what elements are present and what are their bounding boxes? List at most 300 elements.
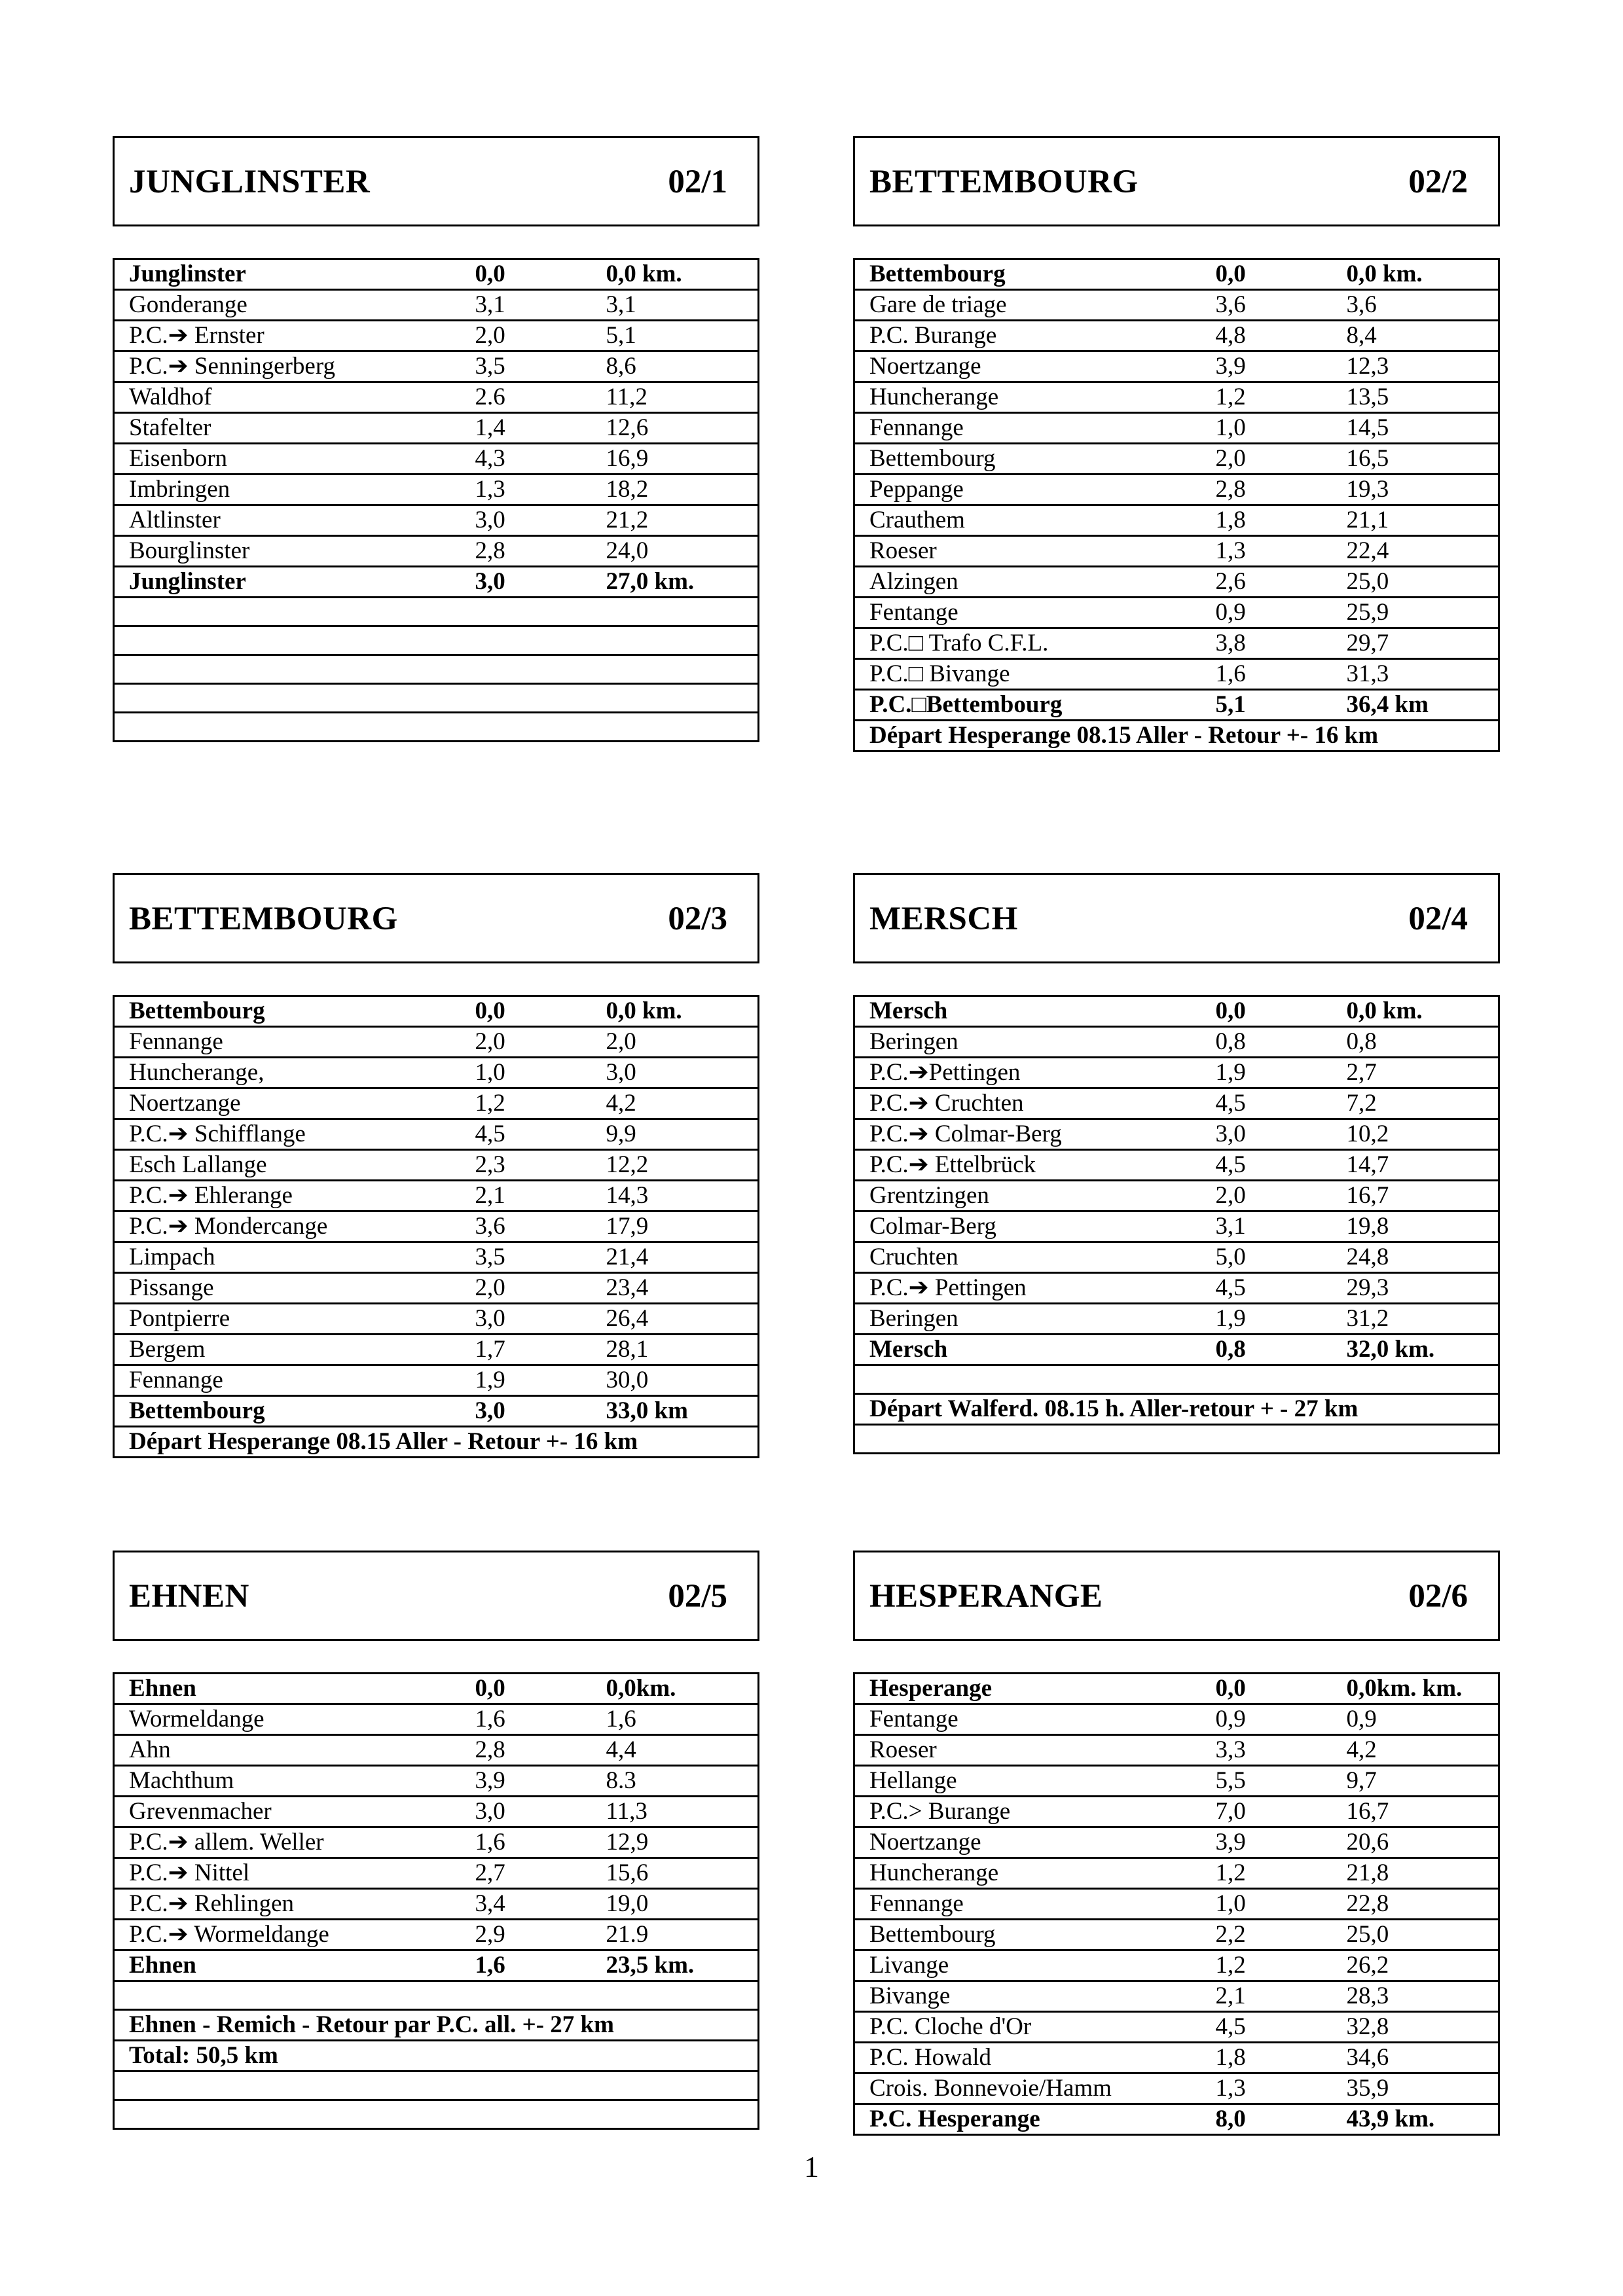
total-distance-cell: 25,0: [1332, 1920, 1499, 1950]
table-row: [114, 1088, 759, 1119]
route-table: [113, 258, 759, 742]
total-distance-cell: 8,4: [1332, 321, 1499, 351]
total-distance-cell: 4,2: [1332, 1735, 1499, 1766]
partial-distance-cell: 0,8: [1201, 1335, 1332, 1365]
place-cell: [114, 598, 461, 626]
partial-distance-cell: 1,2: [1201, 1950, 1332, 1981]
table-row: [114, 713, 759, 742]
place-cell: Ehnen: [114, 1950, 461, 1981]
total-distance-cell: 19,3: [1332, 475, 1499, 505]
table-row: [114, 1797, 759, 1827]
total-distance-cell: 16,7: [1332, 1181, 1499, 1211]
table-row: [114, 1273, 759, 1304]
place-cell: Grevenmacher: [114, 1797, 461, 1827]
table-row: [854, 536, 1499, 567]
table-row: [854, 1981, 1499, 2012]
place-cell: Altlinster: [114, 505, 461, 536]
place-cell: Huncherange: [854, 1858, 1201, 1889]
place-cell: Hellange: [854, 1766, 1201, 1797]
total-distance-cell: 9,9: [592, 1119, 759, 1150]
total-distance-cell: 12,6: [592, 413, 759, 444]
partial-distance-cell: 0,0: [1201, 259, 1332, 290]
total-distance-cell: [592, 684, 759, 713]
route-title-box: [113, 136, 759, 226]
partial-distance-cell: 2,0: [461, 1027, 592, 1058]
table-row: [114, 2041, 759, 2072]
table-row: [854, 1950, 1499, 1981]
total-distance-cell: 24,0: [592, 536, 759, 567]
partial-distance-cell: 3,3: [1201, 1735, 1332, 1766]
table-row: [854, 475, 1499, 505]
partial-distance-cell: 3,0: [461, 505, 592, 536]
route-table: [113, 1672, 759, 2130]
route-code: 02/3: [668, 901, 727, 937]
place-cell: P.C.➔ allem. Weller: [114, 1827, 461, 1858]
total-distance-cell: 21,1: [1332, 505, 1499, 536]
place-cell: P.C. Cloche d'Or: [854, 2012, 1201, 2043]
partial-distance-cell: 1,0: [1201, 413, 1332, 444]
table-row: [114, 1766, 759, 1797]
total-distance-cell: 31,2: [1332, 1304, 1499, 1335]
place-cell: [114, 684, 461, 713]
table-row: [114, 1365, 759, 1396]
partial-distance-cell: 2,0: [1201, 1181, 1332, 1211]
total-distance-cell: 12,2: [592, 1150, 759, 1181]
partial-distance-cell: [461, 2100, 592, 2129]
total-distance-cell: 7,2: [1332, 1088, 1499, 1119]
table-row: [114, 1396, 759, 1427]
partial-distance-cell: 1,6: [461, 1704, 592, 1735]
total-distance-cell: 27,0 km.: [592, 567, 759, 598]
total-distance-cell: 11,2: [592, 382, 759, 413]
total-distance-cell: 16,7: [1332, 1797, 1499, 1827]
partial-distance-cell: 2,9: [461, 1920, 592, 1950]
place-cell: P.C.➔ Ernster: [114, 321, 461, 351]
route-name: BETTEMBOURG: [869, 164, 1139, 200]
partial-distance-cell: 3,5: [461, 351, 592, 382]
place-cell: Pissange: [114, 1273, 461, 1304]
table-row: [854, 1211, 1499, 1242]
route-note: Départ Hesperange 08.15 Aller - Retour +- 16 km: [114, 1427, 759, 1458]
route-code: 02/4: [1408, 901, 1468, 937]
partial-distance-cell: 2.6: [461, 382, 592, 413]
route-table: [853, 995, 1500, 1454]
table-row: [114, 1304, 759, 1335]
total-distance-cell: 21,8: [1332, 1858, 1499, 1889]
place-cell: Roeser: [854, 536, 1201, 567]
table-row: [114, 2072, 759, 2100]
table-row: [854, 1735, 1499, 1766]
table-row: [854, 1273, 1499, 1304]
partial-distance-cell: 5,1: [1201, 690, 1332, 721]
total-distance-cell: 36,4 km: [1332, 690, 1499, 721]
route-table: [853, 1672, 1500, 2136]
partial-distance-cell: 2,8: [461, 536, 592, 567]
place-cell: Bourglinster: [114, 536, 461, 567]
place-cell: Fentange: [854, 598, 1201, 628]
table-row: [854, 659, 1499, 690]
place-cell: Bettembourg: [854, 444, 1201, 475]
table-row: [114, 505, 759, 536]
table-row: [114, 259, 759, 290]
partial-distance-cell: 4,8: [1201, 321, 1332, 351]
total-distance-cell: 22,4: [1332, 536, 1499, 567]
total-distance-cell: 8.3: [592, 1766, 759, 1797]
total-distance-cell: 15,6: [592, 1858, 759, 1889]
place-cell: Bettembourg: [854, 1920, 1201, 1950]
table-row: [854, 505, 1499, 536]
table-row: [854, 1920, 1499, 1950]
partial-distance-cell: [461, 1981, 592, 2010]
total-distance-cell: 31,3: [1332, 659, 1499, 690]
place-cell: Peppange: [854, 475, 1201, 505]
table-row: [854, 1058, 1499, 1088]
route-card-mersch: [853, 873, 1500, 1454]
table-row: [114, 598, 759, 626]
place-cell: [114, 1981, 461, 2010]
route-title-box: [853, 136, 1500, 226]
table-row: [114, 1027, 759, 1058]
table-row: [854, 351, 1499, 382]
total-distance-cell: 1,6: [592, 1704, 759, 1735]
total-distance-cell: 4,2: [592, 1088, 759, 1119]
place-cell: P.C.➔ Schifflange: [114, 1119, 461, 1150]
table-row: [854, 259, 1499, 290]
place-cell: Stafelter: [114, 413, 461, 444]
table-row: [114, 1058, 759, 1088]
partial-distance-cell: 3,6: [1201, 290, 1332, 321]
partial-distance-cell: 2,0: [461, 1273, 592, 1304]
place-cell: P.C.> Burange: [854, 1797, 1201, 1827]
place-cell: Huncherange,: [114, 1058, 461, 1088]
route-code: 02/5: [668, 1578, 727, 1615]
total-distance-cell: 29,3: [1332, 1273, 1499, 1304]
place-cell: Fentange: [854, 1704, 1201, 1735]
table-row: [854, 690, 1499, 721]
table-row: [114, 1981, 759, 2010]
partial-distance-cell: 2,3: [461, 1150, 592, 1181]
table-row: [854, 290, 1499, 321]
place-cell: Waldhof: [114, 382, 461, 413]
table-row: [114, 1704, 759, 1735]
place-cell: Ahn: [114, 1735, 461, 1766]
place-cell: [114, 2072, 461, 2100]
partial-distance-cell: [461, 598, 592, 626]
place-cell: Noertzange: [114, 1088, 461, 1119]
route-note: Total: 50,5 km: [114, 2041, 759, 2072]
place-cell: Machthum: [114, 1766, 461, 1797]
table-row: [114, 1427, 759, 1458]
table-row: [114, 2010, 759, 2041]
partial-distance-cell: 1,6: [461, 1950, 592, 1981]
place-cell: [114, 655, 461, 684]
table-row: [114, 351, 759, 382]
table-row: [114, 655, 759, 684]
route-title-box: [113, 873, 759, 963]
partial-distance-cell: 4,3: [461, 444, 592, 475]
place-cell: Eisenborn: [114, 444, 461, 475]
route-note: Départ Hesperange 08.15 Aller - Retour +- 16 km: [854, 721, 1499, 751]
route-card-bettembourg-3: [113, 873, 759, 1458]
place-cell: Beringen: [854, 1304, 1201, 1335]
table-row: [854, 1674, 1499, 1704]
place-cell: P.C.➔ Colmar-Berg: [854, 1119, 1201, 1150]
route-name: MERSCH: [869, 901, 1018, 937]
table-row: [114, 1950, 759, 1981]
table-row: [114, 2100, 759, 2129]
partial-distance-cell: [461, 713, 592, 742]
table-row: [114, 382, 759, 413]
total-distance-cell: 8,6: [592, 351, 759, 382]
table-row: [854, 1365, 1499, 1394]
route-name: JUNGLINSTER: [129, 164, 371, 200]
table-row: [114, 1858, 759, 1889]
partial-distance-cell: 5,0: [1201, 1242, 1332, 1273]
total-distance-cell: 18,2: [592, 475, 759, 505]
partial-distance-cell: 0,0: [1201, 996, 1332, 1027]
partial-distance-cell: 3,0: [461, 1797, 592, 1827]
total-distance-cell: 5,1: [592, 321, 759, 351]
table-row: [854, 1889, 1499, 1920]
table-row: [854, 1425, 1499, 1454]
total-distance-cell: 23,5 km.: [592, 1950, 759, 1981]
route-title-box: [853, 873, 1500, 963]
place-cell: P.C. Burange: [854, 321, 1201, 351]
place-cell: P.C.➔ Ehlerange: [114, 1181, 461, 1211]
route-name: EHNEN: [129, 1578, 249, 1615]
total-distance-cell: 14,5: [1332, 413, 1499, 444]
route-name: BETTEMBOURG: [129, 901, 398, 937]
partial-distance-cell: 1,9: [461, 1365, 592, 1396]
partial-distance-cell: 2,2: [1201, 1920, 1332, 1950]
place-cell: [114, 713, 461, 742]
partial-distance-cell: 3,1: [1201, 1211, 1332, 1242]
table-row: [114, 1674, 759, 1704]
table-row: [854, 1335, 1499, 1365]
place-cell: Grentzingen: [854, 1181, 1201, 1211]
total-distance-cell: 11,3: [592, 1797, 759, 1827]
partial-distance-cell: 3,4: [461, 1889, 592, 1920]
place-cell: [854, 1425, 1201, 1454]
total-distance-cell: 4,4: [592, 1735, 759, 1766]
total-distance-cell: 0,0 km.: [592, 996, 759, 1027]
partial-distance-cell: 2,7: [461, 1858, 592, 1889]
total-distance-cell: 9,7: [1332, 1766, 1499, 1797]
partial-distance-cell: [461, 655, 592, 684]
table-row: [854, 2012, 1499, 2043]
partial-distance-cell: 4,5: [1201, 2012, 1332, 2043]
total-distance-cell: 0,0 km.: [1332, 259, 1499, 290]
place-cell: P.C.➔Pettingen: [854, 1058, 1201, 1088]
route-card-bettembourg-2: [853, 136, 1500, 752]
place-cell: Alzingen: [854, 567, 1201, 598]
partial-distance-cell: 1,3: [461, 475, 592, 505]
total-distance-cell: 10,2: [1332, 1119, 1499, 1150]
route-note: Départ Walferd. 08.15 h. Aller-retour + - 27 km: [854, 1394, 1499, 1425]
partial-distance-cell: 1,4: [461, 413, 592, 444]
total-distance-cell: 2,7: [1332, 1058, 1499, 1088]
partial-distance-cell: 1,0: [1201, 1889, 1332, 1920]
table-row: [854, 1150, 1499, 1181]
total-distance-cell: 0,0 km.: [1332, 996, 1499, 1027]
route-title-box: [853, 1551, 1500, 1641]
partial-distance-cell: 2,8: [461, 1735, 592, 1766]
total-distance-cell: 13,5: [1332, 382, 1499, 413]
place-cell: P.C.➔ Senningerberg: [114, 351, 461, 382]
total-distance-cell: 34,6: [1332, 2043, 1499, 2073]
table-row: [114, 1150, 759, 1181]
place-cell: Bettembourg: [114, 996, 461, 1027]
table-row: [854, 1394, 1499, 1425]
table-row: [854, 1704, 1499, 1735]
table-row: [114, 536, 759, 567]
place-cell: P.C.➔ Mondercange: [114, 1211, 461, 1242]
place-cell: P.C.□ Trafo C.F.L.: [854, 628, 1201, 659]
place-cell: Noertzange: [854, 1827, 1201, 1858]
table-row: [854, 721, 1499, 751]
place-cell: P.C.➔ Pettingen: [854, 1273, 1201, 1304]
place-cell: Roeser: [854, 1735, 1201, 1766]
total-distance-cell: 26,2: [1332, 1950, 1499, 1981]
partial-distance-cell: 3,0: [461, 567, 592, 598]
partial-distance-cell: 3,9: [461, 1766, 592, 1797]
total-distance-cell: 3,1: [592, 290, 759, 321]
place-cell: Esch Lallange: [114, 1150, 461, 1181]
total-distance-cell: 29,7: [1332, 628, 1499, 659]
total-distance-cell: 30,0: [592, 1365, 759, 1396]
total-distance-cell: 21.9: [592, 1920, 759, 1950]
route-card-hesperange: [853, 1551, 1500, 2136]
route-code: 02/2: [1408, 164, 1468, 200]
partial-distance-cell: 1,8: [1201, 505, 1332, 536]
table-row: [114, 996, 759, 1027]
partial-distance-cell: 0,9: [1201, 598, 1332, 628]
total-distance-cell: [592, 2072, 759, 2100]
place-cell: Fennange: [114, 1027, 461, 1058]
partial-distance-cell: 0,0: [461, 996, 592, 1027]
table-row: [114, 1920, 759, 1950]
partial-distance-cell: 1,9: [1201, 1058, 1332, 1088]
place-cell: Bivange: [854, 1981, 1201, 2012]
partial-distance-cell: 2,8: [1201, 475, 1332, 505]
total-distance-cell: 2,0: [592, 1027, 759, 1058]
partial-distance-cell: [461, 2072, 592, 2100]
total-distance-cell: 14,3: [592, 1181, 759, 1211]
partial-distance-cell: 3,9: [1201, 351, 1332, 382]
total-distance-cell: 0,8: [1332, 1027, 1499, 1058]
partial-distance-cell: 3,6: [461, 1211, 592, 1242]
place-cell: P.C.➔ Rehlingen: [114, 1889, 461, 1920]
total-distance-cell: 33,0 km: [592, 1396, 759, 1427]
table-row: [854, 413, 1499, 444]
partial-distance-cell: 1,3: [1201, 536, 1332, 567]
partial-distance-cell: 0,0: [1201, 1674, 1332, 1704]
place-cell: [114, 626, 461, 655]
total-distance-cell: 12,9: [592, 1827, 759, 1858]
table-row: [114, 1889, 759, 1920]
place-cell: Limpach: [114, 1242, 461, 1273]
place-cell: Bettembourg: [854, 259, 1201, 290]
total-distance-cell: [592, 598, 759, 626]
route-name: HESPERANGE: [869, 1578, 1103, 1615]
table-row: [854, 1797, 1499, 1827]
place-cell: Crauthem: [854, 505, 1201, 536]
partial-distance-cell: 3,8: [1201, 628, 1332, 659]
place-cell: Junglinster: [114, 567, 461, 598]
partial-distance-cell: 3,1: [461, 290, 592, 321]
table-row: [114, 1242, 759, 1273]
total-distance-cell: [592, 626, 759, 655]
place-cell: Bergem: [114, 1335, 461, 1365]
place-cell: P.C.➔ Cruchten: [854, 1088, 1201, 1119]
partial-distance-cell: 1,6: [1201, 659, 1332, 690]
total-distance-cell: [592, 1981, 759, 2010]
table-row: [854, 1242, 1499, 1273]
route-table: [853, 258, 1500, 752]
place-cell: Crois. Bonnevoie/Hamm: [854, 2073, 1201, 2104]
place-cell: Wormeldange: [114, 1704, 461, 1735]
place-cell: P.C. Hesperange: [854, 2104, 1201, 2135]
place-cell: Fennange: [114, 1365, 461, 1396]
partial-distance-cell: 4,5: [1201, 1273, 1332, 1304]
table-row: [114, 1119, 759, 1150]
partial-distance-cell: 3,5: [461, 1242, 592, 1273]
table-row: [854, 1304, 1499, 1335]
total-distance-cell: 12,3: [1332, 351, 1499, 382]
partial-distance-cell: 7,0: [1201, 1797, 1332, 1827]
route-code: 02/1: [668, 164, 727, 200]
route-card-junglinster: [113, 136, 759, 742]
place-cell: P.C. Howald: [854, 2043, 1201, 2073]
partial-distance-cell: 1,0: [461, 1058, 592, 1088]
table-row: [854, 567, 1499, 598]
route-code: 02/6: [1408, 1578, 1468, 1615]
partial-distance-cell: 2,0: [461, 321, 592, 351]
partial-distance-cell: 1,6: [461, 1827, 592, 1858]
total-distance-cell: 32,0 km.: [1332, 1335, 1499, 1365]
place-cell: P.C.□Bettembourg: [854, 690, 1201, 721]
place-cell: [114, 2100, 461, 2129]
table-row: [854, 2073, 1499, 2104]
page-number: 1: [804, 2150, 819, 2183]
place-cell: Beringen: [854, 1027, 1201, 1058]
total-distance-cell: 0,0km.: [592, 1674, 759, 1704]
partial-distance-cell: 3,0: [1201, 1119, 1332, 1150]
total-distance-cell: 22,8: [1332, 1889, 1499, 1920]
place-cell: Mersch: [854, 996, 1201, 1027]
partial-distance-cell: 3,9: [1201, 1827, 1332, 1858]
table-row: [854, 598, 1499, 628]
total-distance-cell: 25,9: [1332, 598, 1499, 628]
place-cell: Colmar-Berg: [854, 1211, 1201, 1242]
partial-distance-cell: 3,0: [461, 1396, 592, 1427]
table-row: [854, 1181, 1499, 1211]
total-distance-cell: 21,4: [592, 1242, 759, 1273]
table-row: [114, 1211, 759, 1242]
table-row: [854, 996, 1499, 1027]
table-row: [114, 321, 759, 351]
partial-distance-cell: [461, 626, 592, 655]
partial-distance-cell: 2,1: [461, 1181, 592, 1211]
place-cell: Livange: [854, 1950, 1201, 1981]
place-cell: P.C.➔ Ettelbrück: [854, 1150, 1201, 1181]
partial-distance-cell: [1201, 1425, 1332, 1454]
place-cell: Huncherange: [854, 382, 1201, 413]
partial-distance-cell: 1,3: [1201, 2073, 1332, 2104]
table-row: [114, 567, 759, 598]
table-row: [114, 1735, 759, 1766]
total-distance-cell: 28,3: [1332, 1981, 1499, 2012]
